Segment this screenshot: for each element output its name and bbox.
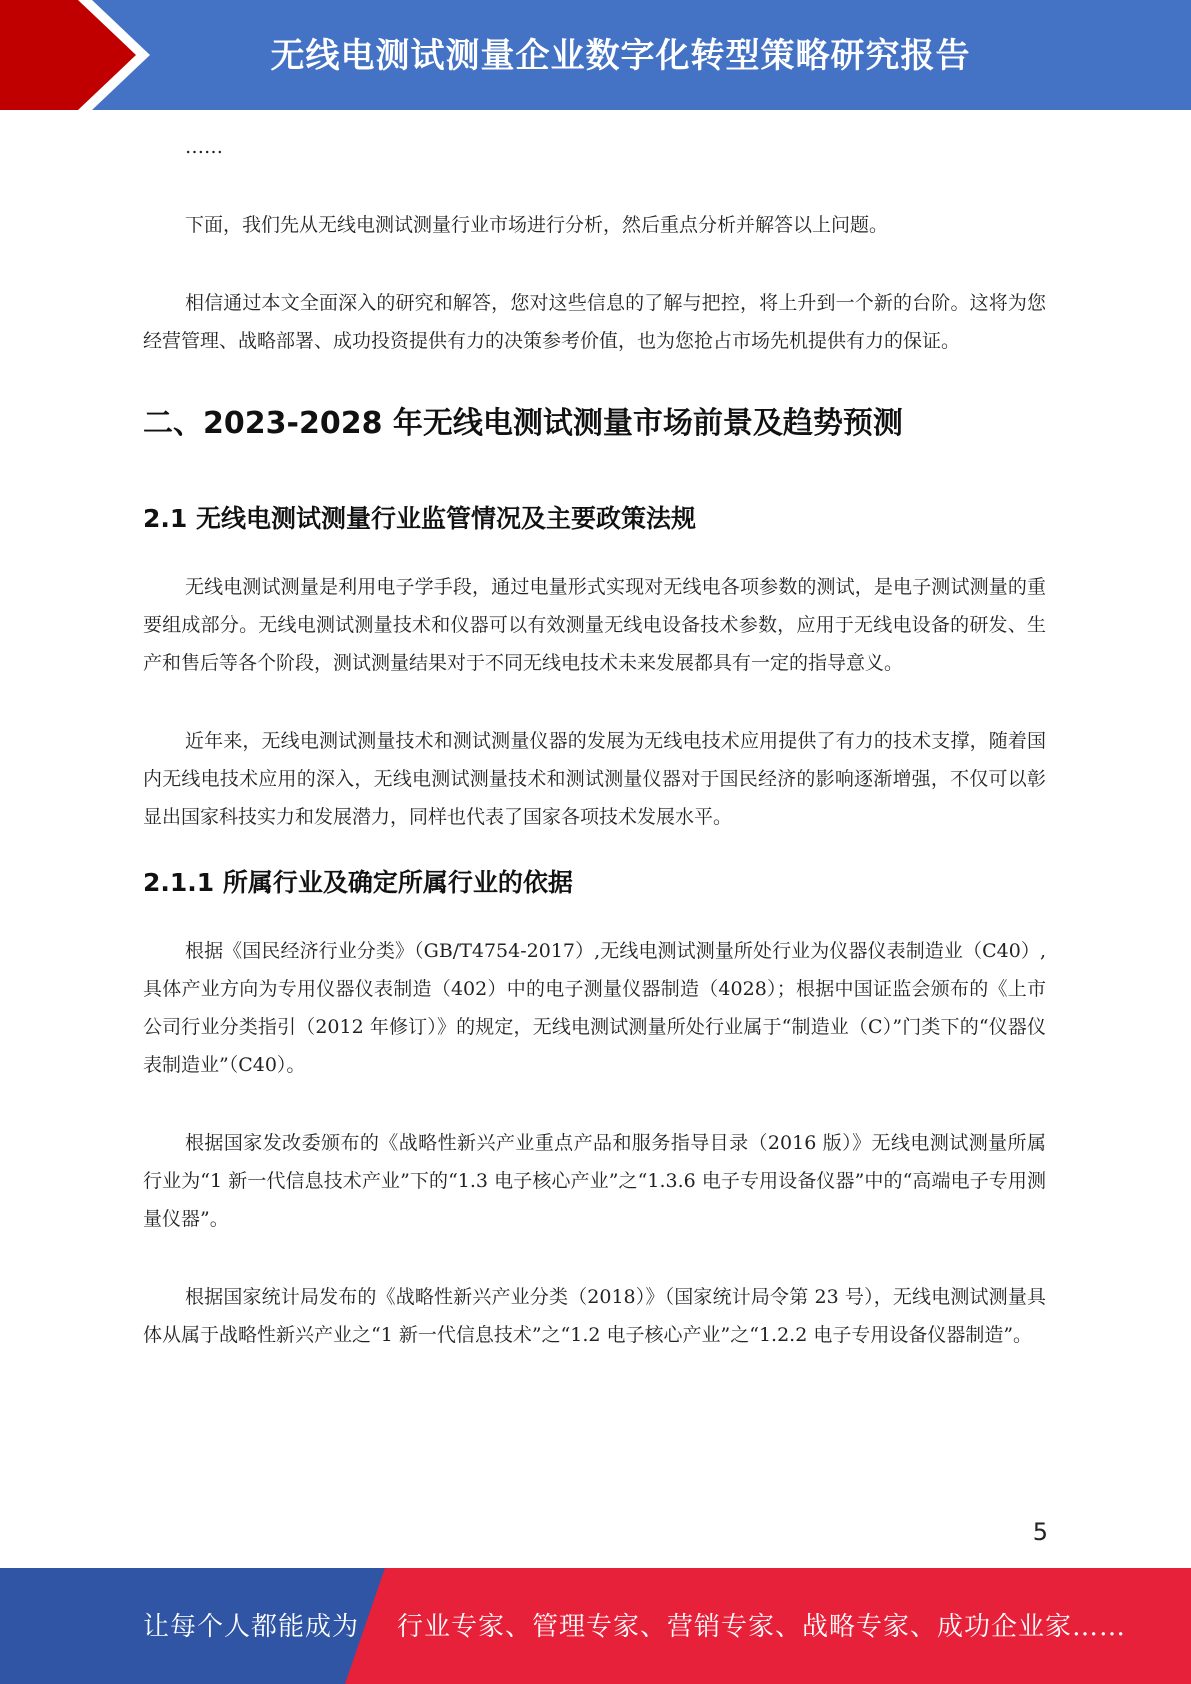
- red-chevron-decoration: [0, 0, 160, 110]
- header-banner: [0, 0, 1191, 110]
- footer-slogan-right: 行业专家、管理专家、营销专家、战略专家、成功企业家……: [397, 1612, 1127, 1642]
- footer-banner: [0, 1568, 1191, 1684]
- report-title: 无线电测试测量企业数字化转型策略研究报告: [270, 36, 971, 76]
- document-body: [143, 128, 1046, 1354]
- subsubsection-heading: 2.1.1 所属行业及确定所属行业的依据: [143, 868, 573, 897]
- section-heading: 二、2023-2028 年无线电测试测量市场前景及趋势预测: [143, 406, 903, 441]
- paragraph: 根据国家统计局发布的《战略性新兴产业分类（2018）》（国家统计局令第 23 号），无线电测试测量具体从属于战略性新兴产业之“1 新一代信息技术”之“1.2 电子核心产业”之“1.2.2 电子专用设备仪器制造”。: [143, 1286, 1046, 1346]
- continuation-ellipsis: ……: [185, 136, 223, 158]
- footer-slogan-left: 让每个人都能成为: [143, 1612, 360, 1642]
- paragraph: 下面，我们先从无线电测试测量行业市场进行分析，然后重点分析并解答以上问题。: [185, 214, 889, 236]
- paragraph: 相信通过本文全面深入的研究和解答，您对这些信息的了解与把控，将上升到一个新的台阶。这将为您经营管理、战略部署、成功投资提供有力的决策参考价值，也为您抢占市场先机提供有力的保证。: [143, 292, 1046, 352]
- subsection-heading: 2.1 无线电测试测量行业监管情况及主要政策法规: [143, 504, 696, 533]
- paragraph: 近年来，无线电测试测量技术和测试测量仪器的发展为无线电技术应用提供了有力的技术支撑，随着国内无线电技术应用的深入，无线电测试测量技术和测试测量仪器对于国民经济的影响逐渐增强，不仅可以彰显出国家科技实力和发展潜力，同样也代表了国家各项技术发展水平。: [143, 730, 1046, 828]
- paragraph: 根据《国民经济行业分类》（GB/T4754-2017）,无线电测试测量所处行业为仪器仪表制造业（C40）,具体产业方向为专用仪器仪表制造（402）中的电子测量仪器制造（4028）；根据中国证监会颁布的《上市公司行业分类指引（2012 年修订）》的规定，无线电测试测量所处行业属于“制造业（C）”门类下的“仪器仪表制造业”（C40）。: [143, 940, 1046, 1076]
- page-number: 5: [1032, 1518, 1048, 1546]
- paragraph: 根据国家发改委颁布的《战略性新兴产业重点产品和服务指导目录（2016 版）》无线电测试测量所属行业为“1 新一代信息技术产业”下的“1.3 电子核心产业”之“1.3.6 电子专用设备仪器”中的“高端电子专用测量仪器”。: [143, 1132, 1046, 1230]
- paragraph: 无线电测试测量是利用电子学手段，通过电量形式实现对无线电各项参数的测试，是电子测试测量的重要组成部分。无线电测试测量技术和仪器可以有效测量无线电设备技术参数，应用于无线电设备的研发、生产和售后等各个阶段，测试测量结果对于不同无线电技术未来发展都具有一定的指导意义。: [143, 576, 1046, 674]
